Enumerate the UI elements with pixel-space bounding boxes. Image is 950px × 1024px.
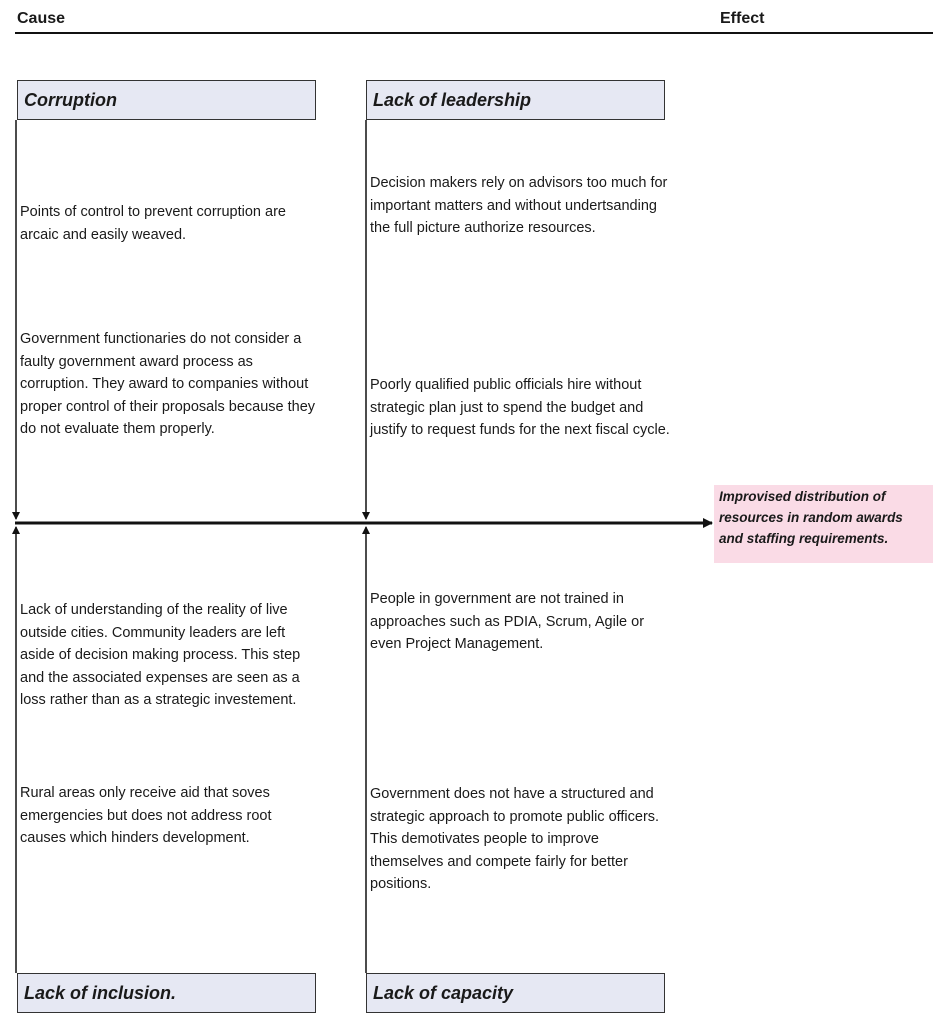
category-lack-of-inclusion: Lack of inclusion. <box>17 973 316 1013</box>
cause-capacity-1: People in government are not trained in approaches such as PDIA, Scrum, Agile or even Project Management. <box>370 591 645 652</box>
cause-header: Cause <box>17 10 66 27</box>
cause-leadership-1: Decision makers rely on advisors too much for important matters and without undertsanding the full picture authorize resources. <box>370 175 668 236</box>
cause-leadership-2: Poorly qualified public officials hire without strategic plan just to spend the budget and justify to request funds for the next fiscal cycle. <box>370 377 670 438</box>
category-lack-of-leadership: Lack of leadership <box>366 80 665 120</box>
cause-capacity-2: Government does not have a structured and strategic approach to promote public officers. This demotivates people to improve themselves and compete fairly for better positions. <box>370 786 660 892</box>
category-corruption: Corruption <box>17 80 316 120</box>
cause-inclusion-2: Rural areas only receive aid that soves emergencies but does not address root causes which hinders development. <box>20 785 272 846</box>
cause-inclusion-1: Lack of understanding of the reality of live outside cities. Community leaders are left aside of decision making process. This step and the associated expenses are seen as a loss rather than as a strategic investement. <box>20 602 301 708</box>
cause-corruption-2: Government functionaries do not consider a faulty government award process as corruption. They award to companies without proper control of their proposals because they do not evaluate them properly. <box>20 331 316 437</box>
effect-header: Effect <box>720 10 765 27</box>
cause-corruption-1: Points of control to prevent corruption are arcaic and easily weaved. <box>20 204 286 243</box>
category-lack-of-capacity: Lack of capacity <box>366 973 665 1013</box>
effect-box: Improvised distribution of resources in random awards and staffing requirements. <box>714 485 933 563</box>
